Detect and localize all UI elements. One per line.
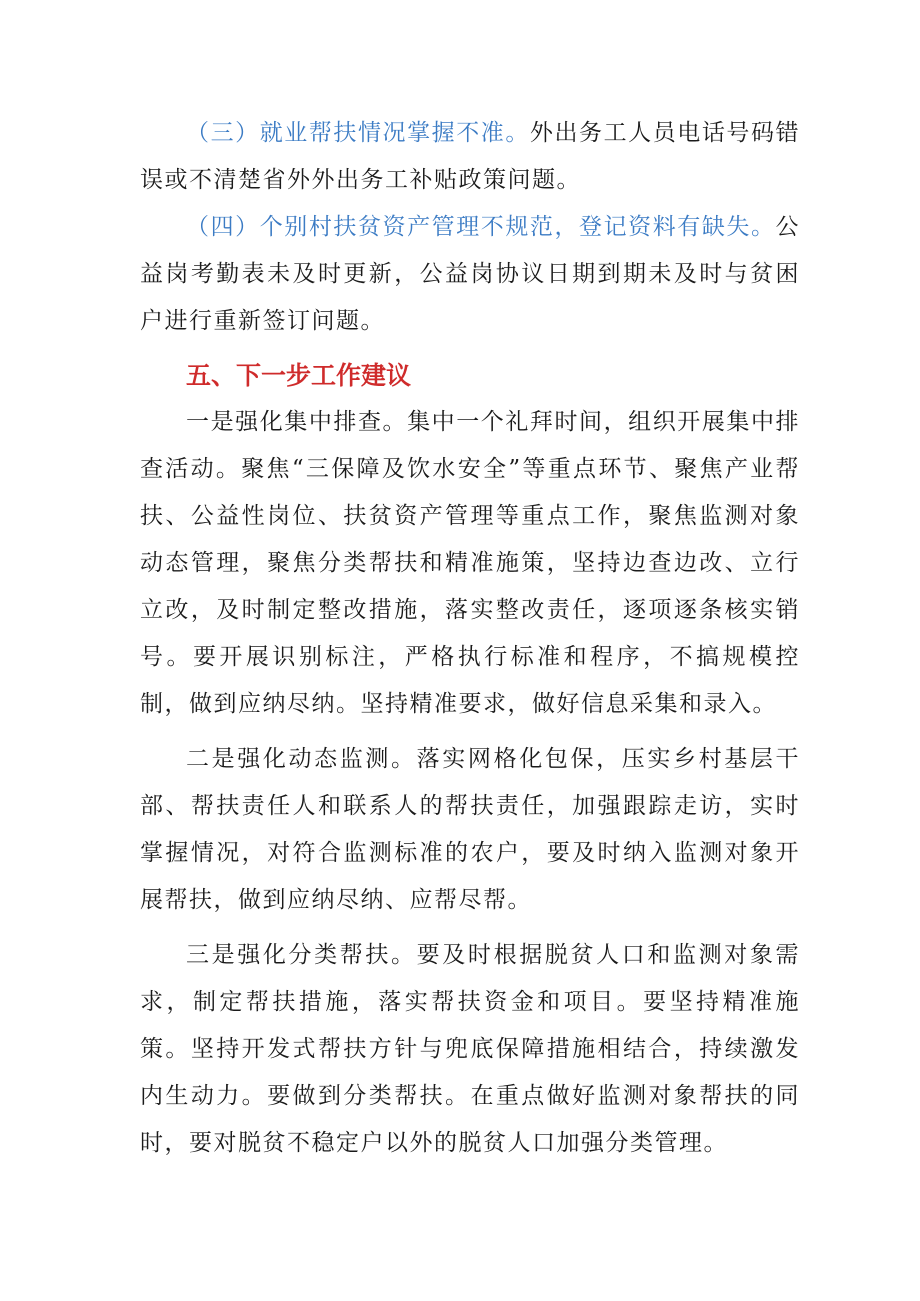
- paragraph-item-1: 一是强化集中排查。集中一个礼拜时间，组织开展集中排查活动。聚焦“三保障及饮水安全”等重点环节、聚焦产业帮扶、公益性岗位、扶贫资产管理等重点工作，聚焦监测对象动态管理，聚焦分类帮扶和精准施策，坚持边查边改、立行立改，及时制定整改措施，落实整改责任，逐项逐条核实销号。要开展识别标注，严格执行标准和程序，不搞规模控制，做到应纳尽纳。坚持精准要求，做好信息采集和录入。: [140, 409, 800, 717]
- subheading-employment: （三）就业帮扶情况掌握不准。: [186, 120, 530, 146]
- paragraph-body: 外出务工人员电话号码错误或不清楚省外外出务工补贴政策问题。: [140, 120, 800, 193]
- paragraph-item-3: 三是强化分类帮扶。要及时根据脱贫人口和监测对象需求，制定帮扶措施，落实帮扶资金和项目。要坚持精准施策。坚持开发式帮扶方针与兜底保障措施相结合，持续激发内生动力。要做到分类帮扶。在重点做好监测对象帮扶的同时，要对脱贫不稳定户以外的脱贫人口加强分类管理。: [140, 942, 800, 1156]
- paragraph-employment-support: [140, 110, 800, 204]
- section-heading-next-steps: 五、下一步工作建议: [186, 361, 412, 390]
- paragraph-item-2: 二是强化动态监测。落实网格化包保，压实乡村基层干部、帮扶责任人和联系人的帮扶责任，加强跟踪走访，实时掌握情况，对符合监测标准的农户，要及时纳入监测对象开展帮扶，做到应纳尽纳、应帮尽帮。: [140, 746, 800, 913]
- paragraph-asset-management: [140, 204, 800, 345]
- paragraph-body: 公益岗考勤表未及时更新，公益岗协议日期到期未及时与贫困户进行重新签订问题。: [140, 214, 800, 334]
- subheading-assets: （四）个别村扶贫资产管理不规范，登记资料有缺失。: [186, 214, 776, 240]
